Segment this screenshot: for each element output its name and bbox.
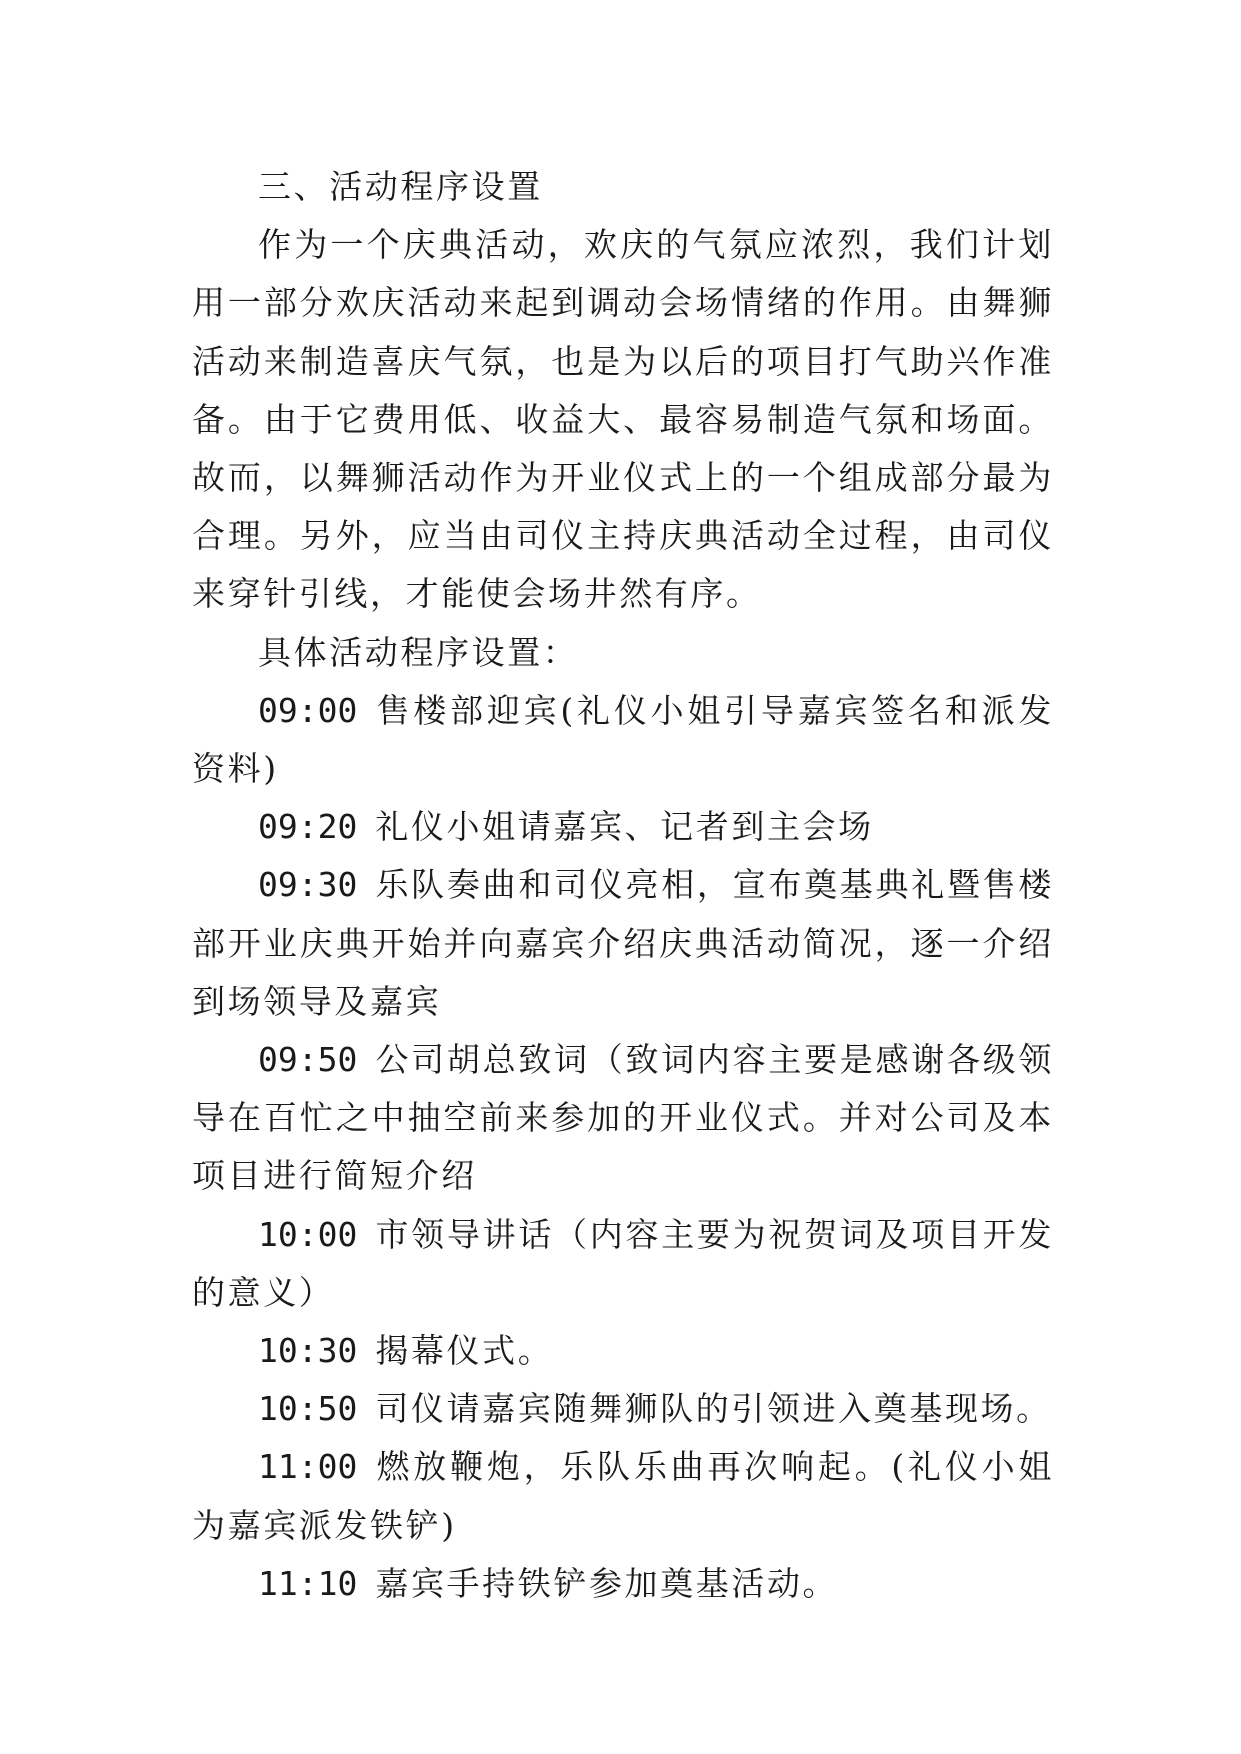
- document-page: [192, 158, 1054, 1613]
- schedule-text: 礼仪小姐请嘉宾、记者到主会场: [375, 807, 874, 847]
- schedule-item: [192, 1206, 1054, 1322]
- schedule-item: [192, 1322, 1054, 1380]
- schedule-item: [192, 1555, 1054, 1613]
- schedule-time: 09:30: [258, 865, 358, 905]
- schedule-item: [192, 798, 1054, 856]
- intro-paragraph: 作为一个庆典活动，欢庆的气氛应浓烈，我们计划用一部分欢庆活动来起到调动会场情绪的作用。由舞狮活动来制造喜庆气氛，也是为以后的项目打气助兴作准备。由于它费用低、收益大、最容易制造气氛和场面。故而，以舞狮活动作为开业仪式上的一个组成部分最为合理。另外，应当由司仪主持庆典活动全过程，由司仪来穿针引线，才能使会场井然有序。: [192, 225, 1054, 614]
- schedule-text: 市领导讲话（内容主要为祝贺词及项目开发的意义）: [192, 1214, 1054, 1312]
- schedule-time: 10:30: [258, 1331, 358, 1371]
- section-heading: 三、活动程序设置: [258, 167, 543, 206]
- schedule-time: 09:20: [258, 807, 358, 847]
- schedule-text: 燃放鞭炮，乐队乐曲再次响起。(礼仪小姐为嘉宾派发铁铲): [192, 1447, 1054, 1545]
- schedule-time: 09:50: [258, 1040, 358, 1080]
- schedule-item: [192, 682, 1054, 798]
- schedule-time: 09:00: [258, 690, 358, 730]
- schedule-text: 嘉宾手持铁铲参加奠基活动。: [375, 1563, 839, 1603]
- schedule-item: [192, 1380, 1054, 1438]
- schedule-time: 11:10: [258, 1563, 358, 1603]
- schedule-title: 具体活动程序设置：: [258, 632, 579, 672]
- schedule-text: 售楼部迎宾(礼仪小姐引导嘉宾签名和派发资料): [192, 690, 1054, 789]
- schedule-text: 司仪请嘉宾随舞狮队的引领进入奠基现场。: [375, 1389, 1052, 1429]
- schedule-item: [192, 856, 1054, 1031]
- schedule-time: 10:00: [258, 1214, 358, 1254]
- schedule-text: 揭幕仪式。: [375, 1331, 554, 1371]
- schedule-text: 公司胡总致词（致词内容主要是感谢各级领导在百忙之中抽空前来参加的开业仪式。并对公司及本项目进行简短介绍: [192, 1040, 1054, 1196]
- schedule-time: 10:50: [258, 1389, 358, 1429]
- schedule-item: [192, 1031, 1054, 1206]
- schedule-item: [192, 1438, 1054, 1554]
- schedule-text: 乐队奏曲和司仪亮相，宣布奠基典礼暨售楼部开业庆典开始并向嘉宾介绍庆典活动简况，逐一介绍到场领导及嘉宾: [192, 865, 1054, 1021]
- schedule-time: 11:00: [258, 1447, 358, 1487]
